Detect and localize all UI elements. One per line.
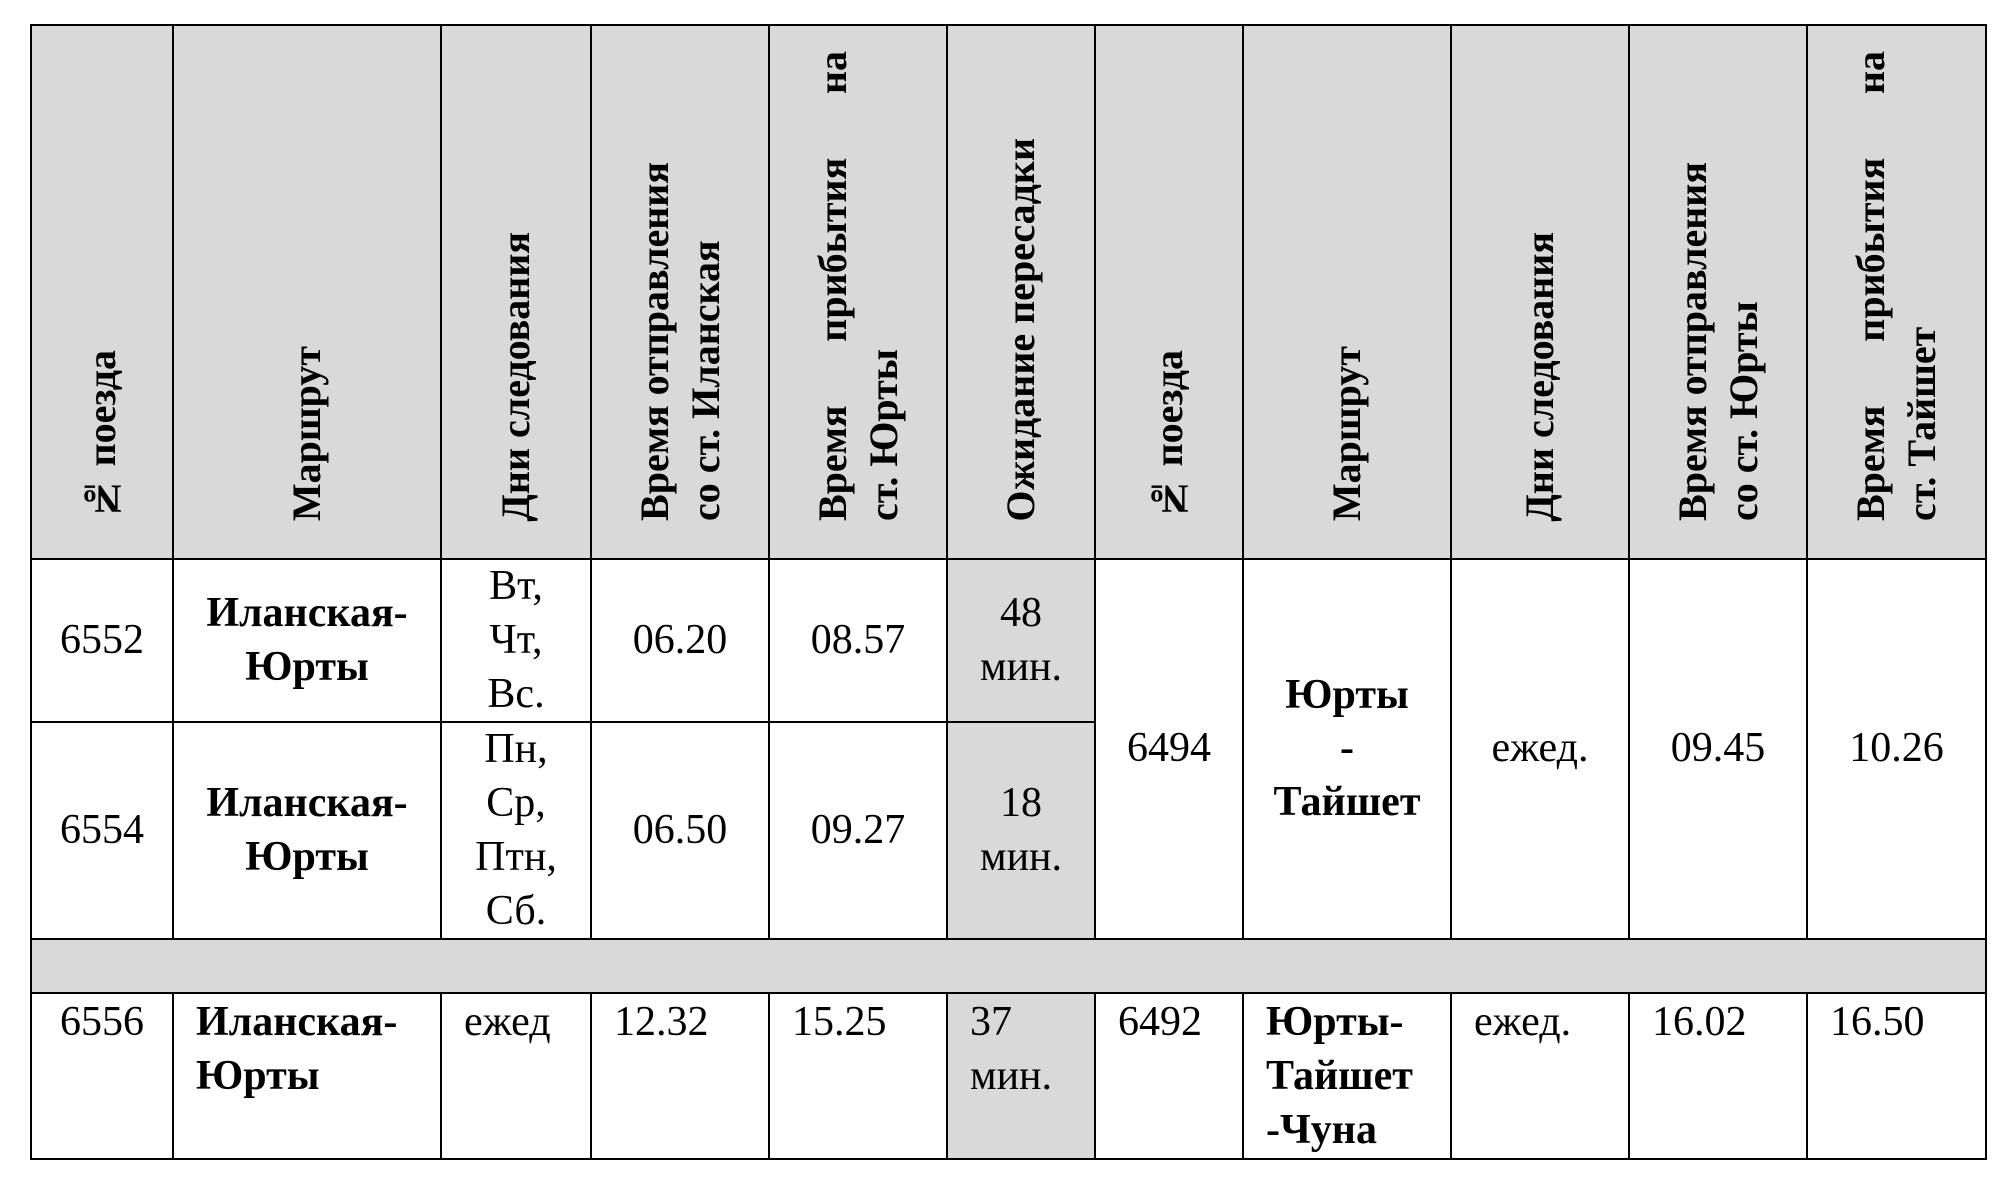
departure-cell: 06.50 [591,722,769,939]
route-cell [173,559,441,722]
arrival-cell: 15.25 [769,993,947,1158]
arrival-cell: 09.27 [769,722,947,939]
header-days-2-label: Дни следования [1517,231,1563,522]
route-line: Юрты [245,643,369,690]
header-line: Время прибытия на [809,51,855,522]
header-days [441,25,591,559]
route-line: Тайшет [1273,779,1421,825]
header-route [173,25,441,559]
header-line: Время отправления [631,162,677,522]
train-number-cell: 6554 [31,722,173,939]
header-route-2 [1243,25,1451,559]
train-number-cell: 6556 [31,993,173,1158]
table-row [31,559,1986,722]
header-line: Время отправления [1669,162,1715,522]
header-line: со ст. Иланская [683,240,728,522]
header-arrival-yurty [769,25,947,559]
wait-line: 48 [1000,589,1042,636]
route-line: -Чуна [1266,1106,1378,1153]
connection-arrival-cell: 16.50 [1807,993,1986,1158]
wait-cell [947,722,1095,939]
connection-arrival-cell: 10.26 [1807,559,1986,939]
separator-cell [31,939,1986,993]
departure-cell: 12.32 [591,993,769,1158]
wait-line: мин. [979,643,1063,690]
connection-departure-cell: 16.02 [1629,993,1807,1158]
route-line: Иланская- [196,999,398,1046]
header-transfer-wait [947,25,1095,559]
wait-cell [947,993,1095,1158]
arrival-cell: 08.57 [769,559,947,722]
header-line: Время прибытия на [1848,51,1894,522]
table-row [31,993,1986,1158]
header-route-label: Маршрут [284,346,330,522]
header-line: ст. Тайшет [1899,326,1945,522]
header-departure-yurty [1629,25,1807,559]
days-cell: ежед [441,993,591,1158]
separator-row [31,939,1986,993]
header-line: ст. Юрты [861,349,906,522]
departure-cell: 06.20 [591,559,769,722]
days-line: Пн, [484,726,548,773]
header-days-label: Дни следования [493,231,539,522]
header-departure-yurty-label [1667,142,1769,543]
header-arrival-yurty-label [807,31,909,543]
header-transfer-wait-label: Ожидание пересадки [998,137,1044,522]
connection-train-number-cell: 6492 [1095,993,1243,1158]
header-row [31,25,1986,559]
route-line: - [1340,725,1354,772]
header-route-2-label: Маршрут [1324,346,1370,522]
days-line: Чт, [489,616,543,663]
route-cell [173,722,441,939]
wait-cell [947,559,1095,722]
days-cell [441,722,591,939]
connection-days-cell: ежед. [1451,993,1629,1158]
train-number-cell: 6552 [31,559,173,722]
route-cell [173,993,441,1158]
connection-departure-cell: 09.45 [1629,559,1807,939]
header-line: со ст. Юрты [1721,301,1766,522]
route-line: Юрты- [1266,999,1404,1046]
header-train-number [31,25,173,559]
header-train-number-2 [1095,25,1243,559]
days-cell [441,559,591,722]
header-arrival-tayshet-label [1845,31,1947,543]
wait-line: 37 [970,999,1012,1046]
days-line: Сб. [485,887,547,934]
connection-days-cell: ежед. [1451,559,1629,939]
days-line: Вт, [489,563,543,609]
route-line: Юрты [245,833,369,880]
header-departure-ilanskaya [591,25,769,559]
route-line: Иланская- [206,589,408,636]
header-train-number-2-label: № поезда [1146,349,1192,522]
schedule-table [30,24,1987,1160]
wait-line: 18 [1000,780,1042,826]
header-departure-ilanskaya-label [629,142,731,543]
wait-line: мин. [970,1053,1053,1099]
route-line: Юрты [1285,671,1409,718]
days-line: Вс. [487,670,545,717]
route-line: Юрты [196,1053,320,1099]
header-train-number-label: № поезда [79,349,125,522]
route-line: Иланская- [206,780,408,826]
connection-route-cell [1243,559,1451,939]
days-line: Ср, [486,780,546,826]
connection-train-number-cell: 6494 [1095,559,1243,939]
header-arrival-tayshet [1807,25,1986,559]
days-line: Птн, [475,833,557,880]
route-line: Тайшет [1266,1053,1413,1099]
header-days-2 [1451,25,1629,559]
wait-line: мин. [979,833,1063,880]
connection-route-cell [1243,993,1451,1158]
